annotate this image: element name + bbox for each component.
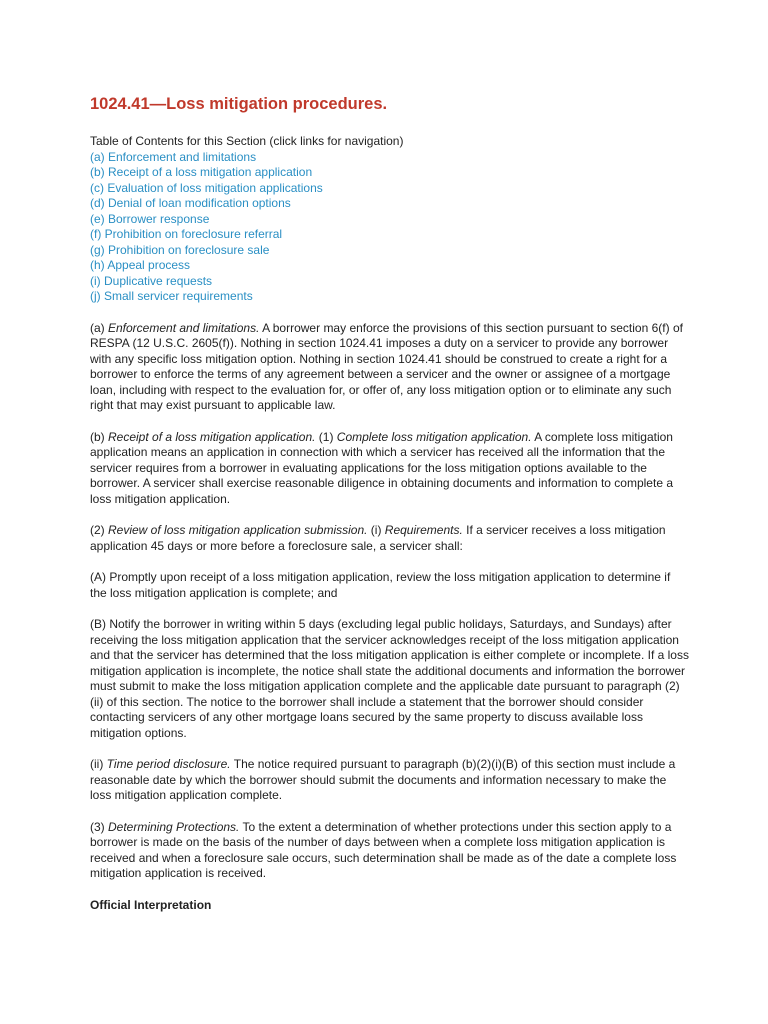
table-of-contents [90, 150, 690, 305]
toc-item[interactable] [90, 289, 690, 305]
toc-link-g[interactable]: (g) Prohibition on foreclosure sale [90, 242, 270, 257]
toc-link-a[interactable]: (a) Enforcement and limitations [90, 149, 257, 164]
toc-link-b[interactable]: (b) Receipt of a loss mitigation application [90, 165, 313, 179]
section-b2-subheading: Requirements. [384, 523, 463, 537]
paragraph-B: (B) Notify the borrower in writing within 5 days (excluding legal public holidays, Saturdays, and Sundays) after receiving the loss mitigation application that the servicer acknowledges receipt of the loss mitigation application and that the servicer has determined that the loss mitigation application is either complete or incomplete. If a loss mitigation application is incomplete, the notice shall state the additional documents and information the borrower must submit to make the loss mitigation application complete and the applicable date pursuant to paragraph (2)(ii) of this section. The notice to the borrower shall include a statement that the borrower should consider contacting servicers of any other mortgage loans secured by the same property to discuss available loss mitigation options. [90, 617, 689, 740]
paragraph-A: (A) Promptly upon receipt of a loss mitigation application, review the loss mitigation application to determine if the loss mitigation application is complete; and [90, 570, 671, 600]
section-a-paragraph [90, 321, 690, 414]
toc-item[interactable] [90, 258, 690, 274]
toc-link-c[interactable]: (c) Evaluation of loss mitigation applications [90, 180, 323, 195]
section-b-mid: (1) [315, 429, 337, 444]
toc-item[interactable] [90, 150, 690, 166]
toc-link-d[interactable]: (d) Denial of loan modification options [90, 196, 291, 210]
section-b-subheading: Complete loss mitigation application. [336, 429, 532, 444]
toc-link-f[interactable]: (f) Prohibition on foreclosure referral [90, 227, 283, 241]
toc-item[interactable] [90, 227, 690, 243]
toc-item[interactable] [90, 212, 690, 228]
section-b-prefix: (b) [90, 429, 108, 444]
page-title: 1024.41—Loss mitigation procedures. [90, 95, 388, 113]
section-b-text: A complete loss mitigation application means an application in connection with which a servicer has received all the information that the servicer requires from a borrower in evaluating applications for the loss mitigation options available to the borrower. A servicer shall exercise reasonable diligence in obtaining documents and information to complete a loss mitigation application. [90, 429, 673, 506]
section-b2-heading: Review of loss mitigation application submission. [108, 523, 368, 537]
official-interpretation-heading: Official Interpretation [90, 897, 212, 912]
paragraph-3-prefix: (3) [90, 819, 108, 834]
toc-item[interactable] [90, 181, 690, 197]
paragraph-ii [90, 757, 690, 804]
section-a-text: A borrower may enforce the provisions of this section pursuant to section 6(f) of RESPA (12 U.S.C. 2605(f)). Nothing in section 1024.41 imposes a duty on a servicer to provide any borrower with any specific loss mitigation option. Nothing in section 1024.41 should be construed to create a right for a borrower to enforce the terms of any agreement between a servicer and the owner or assignee of a mortgage loan, including with respect to the evaluation for, or offer of, any loss mitigation option or to eliminate any such right that may exist pursuant to applicable law. [90, 320, 683, 412]
section-b2-mid: (i) [367, 523, 385, 537]
toc-item[interactable] [90, 165, 690, 181]
section-b2-paragraph [90, 523, 690, 554]
section-b-heading: Receipt of a loss mitigation application. [108, 429, 316, 444]
paragraph-ii-prefix: (ii) [90, 757, 107, 771]
paragraph-ii-heading: Time period disclosure. [106, 757, 231, 771]
section-b-paragraph [90, 430, 690, 508]
toc-link-h[interactable]: (h) Appeal process [90, 258, 191, 272]
toc-item[interactable] [90, 243, 690, 259]
toc-item[interactable] [90, 196, 690, 212]
section-b2-text: If a servicer receives a loss mitigation application 45 days or more before a foreclosure sale, a servicer shall: [90, 523, 666, 553]
document-page [90, 92, 690, 913]
toc-link-e[interactable]: (e) Borrower response [90, 211, 210, 226]
section-b2-prefix: (2) [90, 523, 108, 537]
toc-link-j[interactable]: (j) Small servicer requirements [90, 289, 253, 303]
section-a-prefix: (a) [90, 320, 108, 335]
toc-item[interactable] [90, 274, 690, 290]
toc-link-i[interactable]: (i) Duplicative requests [90, 273, 213, 288]
paragraph-3 [90, 820, 690, 882]
paragraph-3-heading: Determining Protections. [108, 819, 240, 834]
toc-intro: Table of Contents for this Section (click links for navigation) [90, 134, 404, 148]
paragraph-ii-text: The notice required pursuant to paragraph (b)(2)(i)(B) of this section must include a reasonable date by which the borrower should submit the documents and information necessary to make the loss mitigation application complete. [90, 757, 676, 802]
paragraph-3-text: To the extent a determination of whether protections under this section apply to a borrower is made on the basis of the number of days between when a complete loss mitigation application is received and when a foreclosure sale occurs, such determination shall be made as of the date a complete loss mitigation application is received. [90, 819, 677, 880]
section-a-heading: Enforcement and limitations. [108, 320, 260, 335]
